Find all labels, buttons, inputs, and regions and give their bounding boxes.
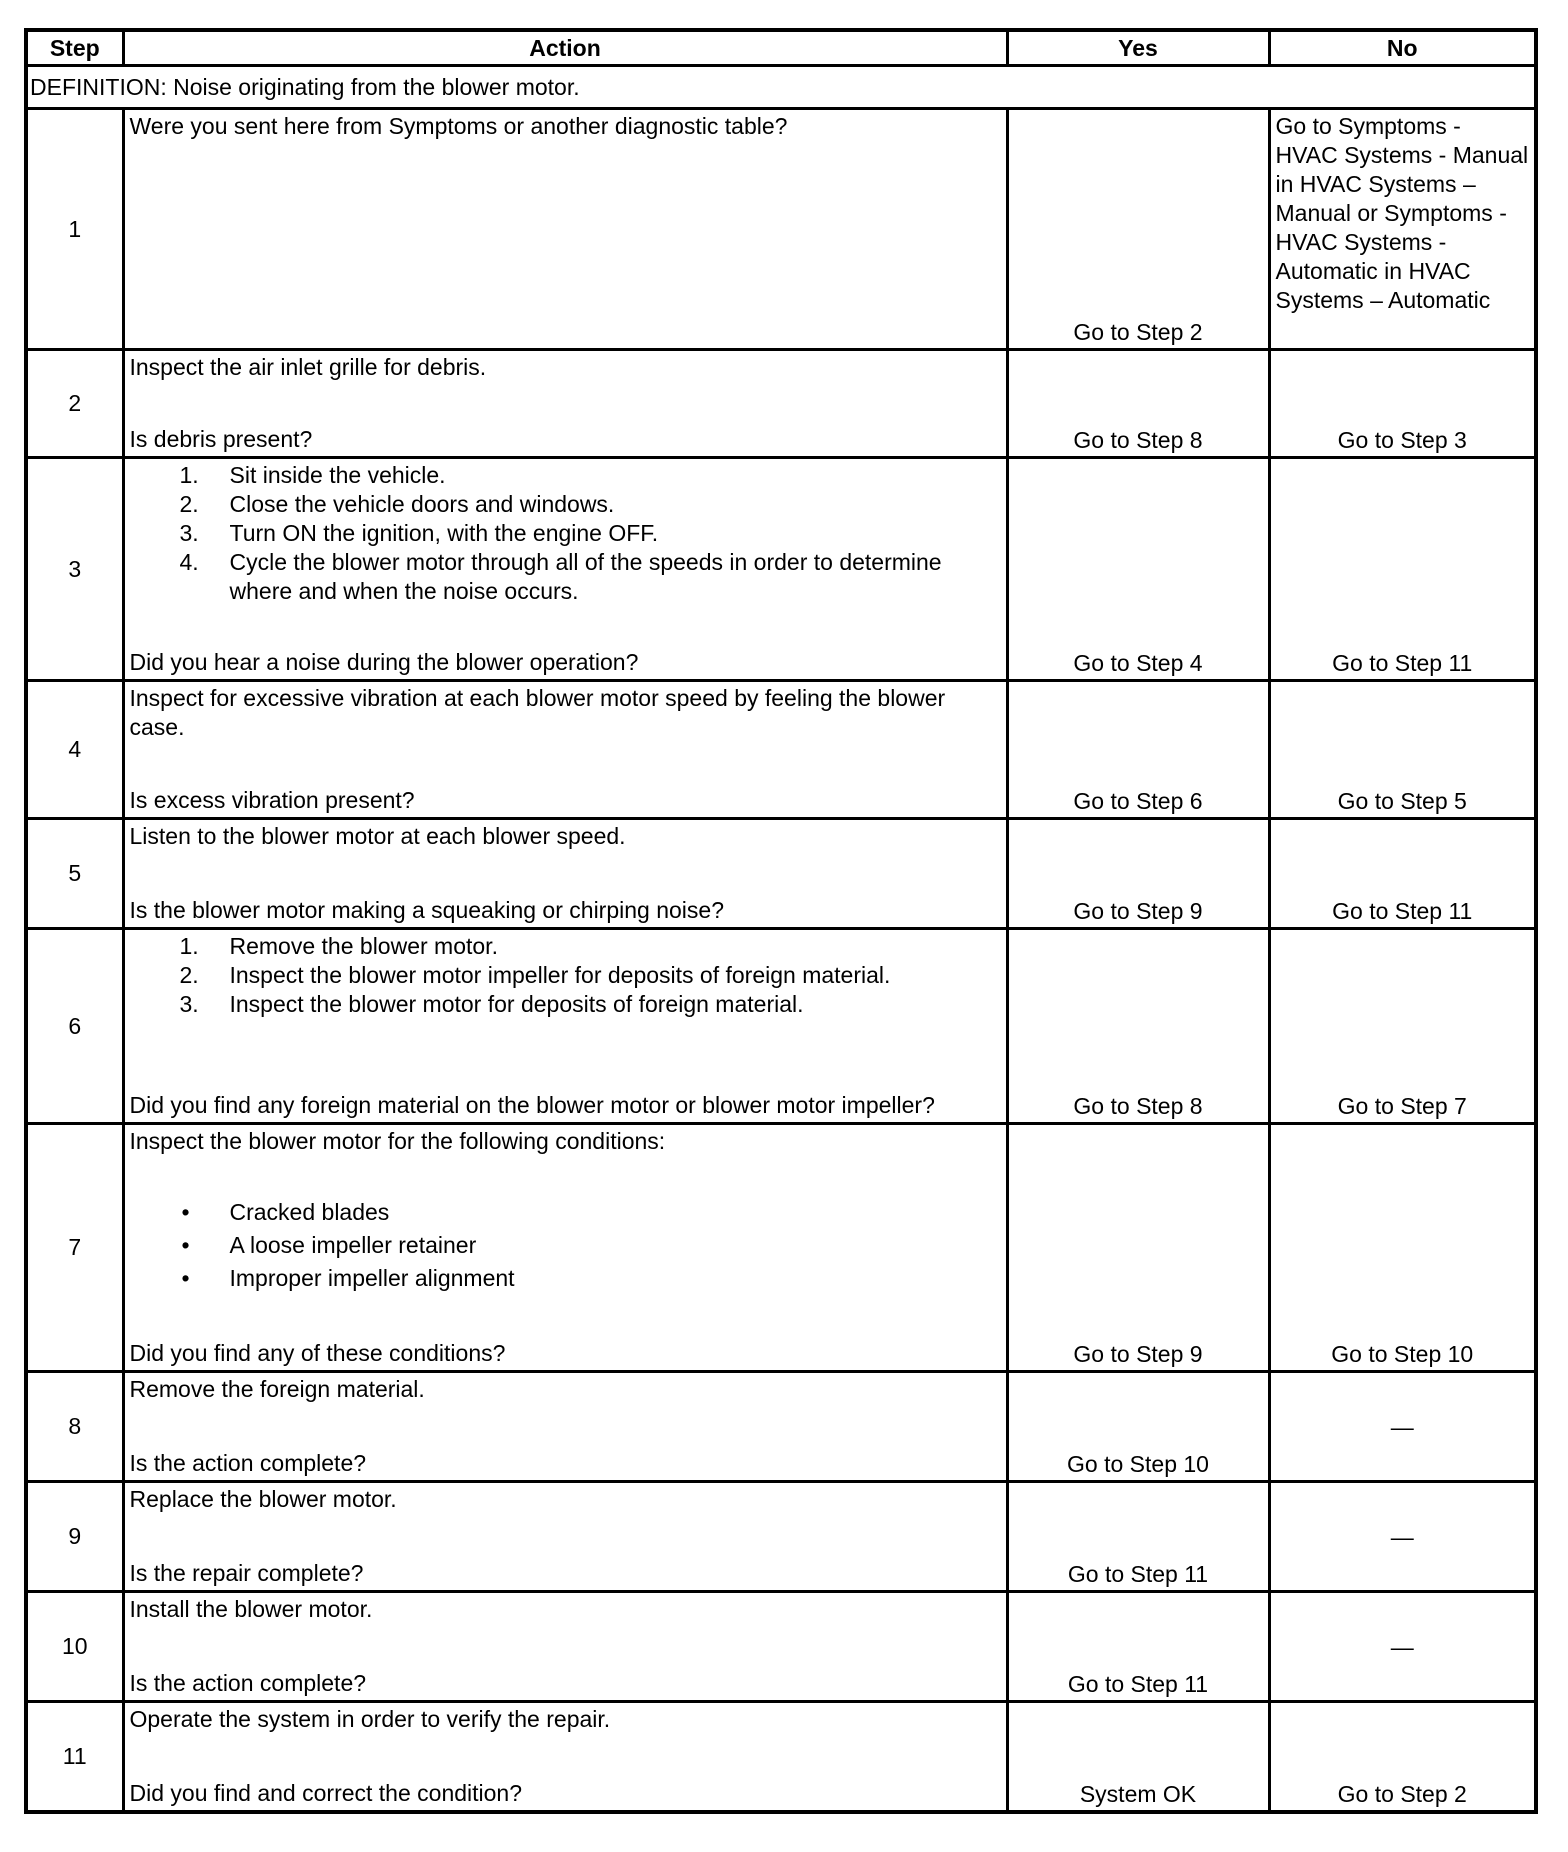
action-cell <box>123 819 1007 929</box>
list-item <box>130 932 1001 961</box>
definition-text: DEFINITION: Noise originating from the blower motor. <box>26 66 1536 109</box>
bullet-icon: • <box>181 1199 190 1225</box>
yes-cell: Go to Step 2 <box>1007 109 1269 350</box>
list-item <box>130 990 1001 1019</box>
action-cell <box>123 1482 1007 1592</box>
no-cell: Go to Symptoms - HVAC Systems - Manual in HVAC Systems – Manual or Symptoms - HVAC Systems - Automatic in HVAC Systems – Automatic <box>1269 109 1536 350</box>
list-item-text: Inspect the blower motor for deposits of foreign material. <box>229 991 804 1017</box>
table-row <box>26 109 1536 350</box>
yes-cell: Go to Step 8 <box>1007 929 1269 1124</box>
diagnostic-table <box>24 28 1538 1814</box>
action-text: Operate the system in order to verify the repair. <box>129 1706 611 1732</box>
step-number: 10 <box>26 1592 123 1702</box>
action-question: Did you find and correct the condition? <box>129 1780 523 1806</box>
action-text: Inspect the air inlet grille for debris. <box>129 354 487 380</box>
list-marker: 3. <box>179 520 199 546</box>
list-item <box>130 461 1001 490</box>
yes-cell: Go to Step 8 <box>1007 350 1269 458</box>
list-marker: 2. <box>179 491 199 517</box>
action-question: Is the repair complete? <box>129 1560 364 1586</box>
yes-cell: Go to Step 4 <box>1007 458 1269 681</box>
list-item-text: Cracked blades <box>229 1199 390 1225</box>
header-action: Action <box>123 30 1007 66</box>
condition-list <box>130 1196 1001 1295</box>
list-item <box>130 1196 1001 1229</box>
table-row <box>26 929 1536 1124</box>
step-number: 9 <box>26 1482 123 1592</box>
action-text: Inspect the blower motor for the following conditions: <box>129 1128 666 1154</box>
action-list <box>130 932 1001 1019</box>
action-cell <box>123 458 1007 681</box>
table-row <box>26 350 1536 458</box>
bullet-icon: • <box>181 1232 190 1258</box>
list-marker: 4. <box>179 549 199 575</box>
table-row <box>26 458 1536 681</box>
no-cell: — <box>1269 1592 1536 1702</box>
action-question: Did you find any foreign material on the blower motor or blower motor impeller? <box>129 1092 935 1118</box>
list-item-text: Cycle the blower motor through all of the speeds in order to determine where and when the noise occurs. <box>229 549 942 604</box>
table-row <box>26 681 1536 819</box>
list-item-text: Close the vehicle doors and windows. <box>229 491 615 517</box>
step-number: 2 <box>26 350 123 458</box>
yes-cell: Go to Step 10 <box>1007 1372 1269 1482</box>
no-cell: Go to Step 11 <box>1269 458 1536 681</box>
no-cell: — <box>1269 1372 1536 1482</box>
action-text: Listen to the blower motor at each blower speed. <box>129 823 626 849</box>
list-item-text: Inspect the blower motor impeller for deposits of foreign material. <box>229 962 891 988</box>
yes-cell: Go to Step 6 <box>1007 681 1269 819</box>
no-cell: Go to Step 11 <box>1269 819 1536 929</box>
action-text: Were you sent here from Symptoms or another diagnostic table? <box>129 113 788 139</box>
list-item-text: Improper impeller alignment <box>229 1265 515 1291</box>
list-item-text: Sit inside the vehicle. <box>229 462 446 488</box>
no-cell: — <box>1269 1482 1536 1592</box>
action-cell <box>123 1592 1007 1702</box>
list-marker: 2. <box>179 962 199 988</box>
action-text: Inspect for excessive vibration at each blower motor speed by feeling the blower case. <box>129 685 946 740</box>
action-question: Is the action complete? <box>129 1670 367 1696</box>
action-question: Did you find any of these conditions? <box>129 1340 506 1366</box>
no-cell: Go to Step 2 <box>1269 1702 1536 1813</box>
list-item <box>130 961 1001 990</box>
action-text: Remove the foreign material. <box>129 1376 425 1402</box>
table-row <box>26 1124 1536 1372</box>
list-item <box>130 490 1001 519</box>
yes-cell: System OK <box>1007 1702 1269 1813</box>
list-marker: 1. <box>179 462 199 488</box>
action-cell <box>123 109 1007 350</box>
table-row <box>26 819 1536 929</box>
action-cell <box>123 350 1007 458</box>
action-question: Is the blower motor making a squeaking or chirping noise? <box>129 897 724 923</box>
step-number: 3 <box>26 458 123 681</box>
table-row <box>26 1702 1536 1813</box>
action-cell <box>123 929 1007 1124</box>
table-row <box>26 1482 1536 1592</box>
list-item-text: Remove the blower motor. <box>229 933 498 959</box>
list-item <box>130 1262 1001 1295</box>
action-question: Did you hear a noise during the blower operation? <box>129 649 639 675</box>
action-cell <box>123 1702 1007 1813</box>
step-number: 6 <box>26 929 123 1124</box>
no-cell: Go to Step 3 <box>1269 350 1536 458</box>
list-item-text: A loose impeller retainer <box>229 1232 477 1258</box>
step-number: 7 <box>26 1124 123 1372</box>
no-cell: Go to Step 5 <box>1269 681 1536 819</box>
action-list <box>130 461 1001 606</box>
yes-cell: Go to Step 11 <box>1007 1482 1269 1592</box>
header-yes: Yes <box>1007 30 1269 66</box>
table-row <box>26 1372 1536 1482</box>
step-number: 1 <box>26 109 123 350</box>
header-no: No <box>1269 30 1536 66</box>
action-question: Is the action complete? <box>129 1450 367 1476</box>
action-cell <box>123 681 1007 819</box>
no-cell: Go to Step 7 <box>1269 929 1536 1124</box>
action-cell <box>123 1372 1007 1482</box>
yes-cell: Go to Step 11 <box>1007 1592 1269 1702</box>
table-row <box>26 1592 1536 1702</box>
action-text: Replace the blower motor. <box>129 1486 397 1512</box>
list-item <box>130 519 1001 548</box>
step-number: 8 <box>26 1372 123 1482</box>
action-question: Is excess vibration present? <box>129 787 415 813</box>
list-item-text: Turn ON the ignition, with the engine OFF. <box>229 520 659 546</box>
header-row <box>26 30 1536 66</box>
list-marker: 1. <box>179 933 199 959</box>
action-question: Is debris present? <box>129 426 313 452</box>
definition-row <box>26 66 1536 109</box>
step-number: 11 <box>26 1702 123 1813</box>
bullet-icon: • <box>181 1265 190 1291</box>
list-item <box>130 548 1001 606</box>
step-number: 5 <box>26 819 123 929</box>
header-step: Step <box>26 30 123 66</box>
no-cell: Go to Step 10 <box>1269 1124 1536 1372</box>
yes-cell: Go to Step 9 <box>1007 1124 1269 1372</box>
step-number: 4 <box>26 681 123 819</box>
list-marker: 3. <box>179 991 199 1017</box>
yes-cell: Go to Step 9 <box>1007 819 1269 929</box>
list-item <box>130 1229 1001 1262</box>
action-text: Install the blower motor. <box>129 1596 373 1622</box>
action-cell <box>123 1124 1007 1372</box>
